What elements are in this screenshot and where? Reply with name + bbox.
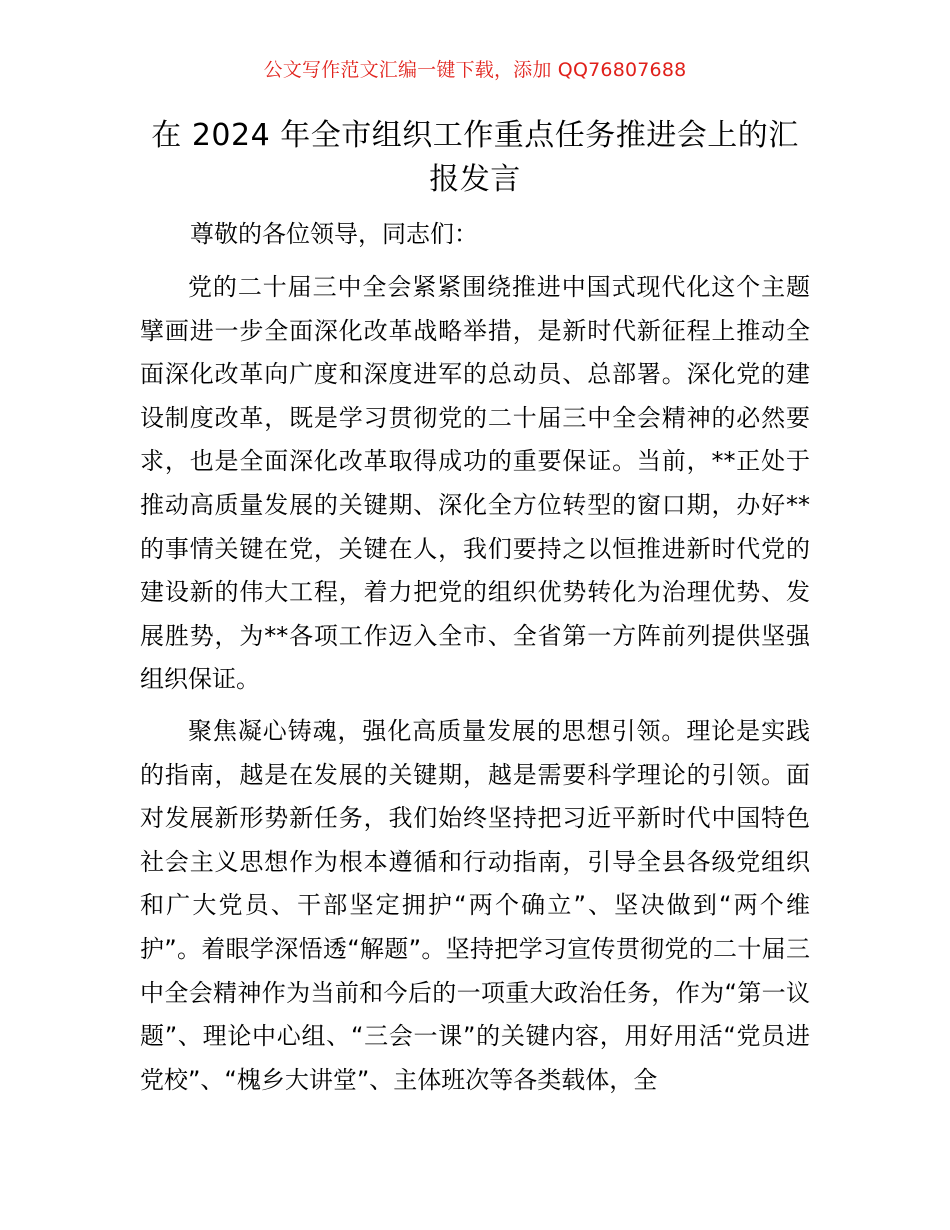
- salutation: 尊敬的各位领导，同志们：: [190, 220, 478, 248]
- document-title: 在 2024 年全市组织工作重点任务推进会上的汇报发言: [151, 118, 799, 197]
- header-banner: 公文写作范文汇编一键下载，添加 QQ76807688: [263, 59, 687, 81]
- body-paragraph-1: 党的二十届三中全会紧紧围绕推进中国式现代化这个主题擘画进一步全面深化改革战略举措，是新时代新征程上推动全面深化改革向广度和深度进军的总动员、总部署。深化党的建设制度改革，既是学习贯彻党的二十届三中全会精神的必然要求，也是全面深化改革取得成功的重要保证。当前，**正处于推动高质量发展的关键期、深化全方位转型的窗口期，办好**的事情关键在党，关键在人，我们要持之以恒推进新时代党的建设新的伟大工程，着力把党的组织优势转化为治理优势、发展胜势，为**各项工作迈入全市、全省第一方阵前列提供坚强组织保证。: [140, 273, 810, 694]
- body-paragraph-2: 聚焦凝心铸魂，强化高质量发展的思想引领。理论是实践的指南，越是在发展的关键期，越是需要科学理论的引领。面对发展新形势新任务，我们始终坚持把习近平新时代中国特色社会主义思想作为根本遵循和行动指南，引导全县各级党组织和广大党员、干部坚定拥护“两个确立”、坚决做到“两个维护”。着眼学深悟透“解题”。坚持把学习宣传贯彻党的二十届三中全会精神作为当前和今后的一项重大政治任务，作为“第一议题”、理论中心组、“三会一课”的关键内容，用好用活“党员进党校”、“槐乡大讲堂”、主体班次等各类载体，全: [140, 717, 810, 1094]
